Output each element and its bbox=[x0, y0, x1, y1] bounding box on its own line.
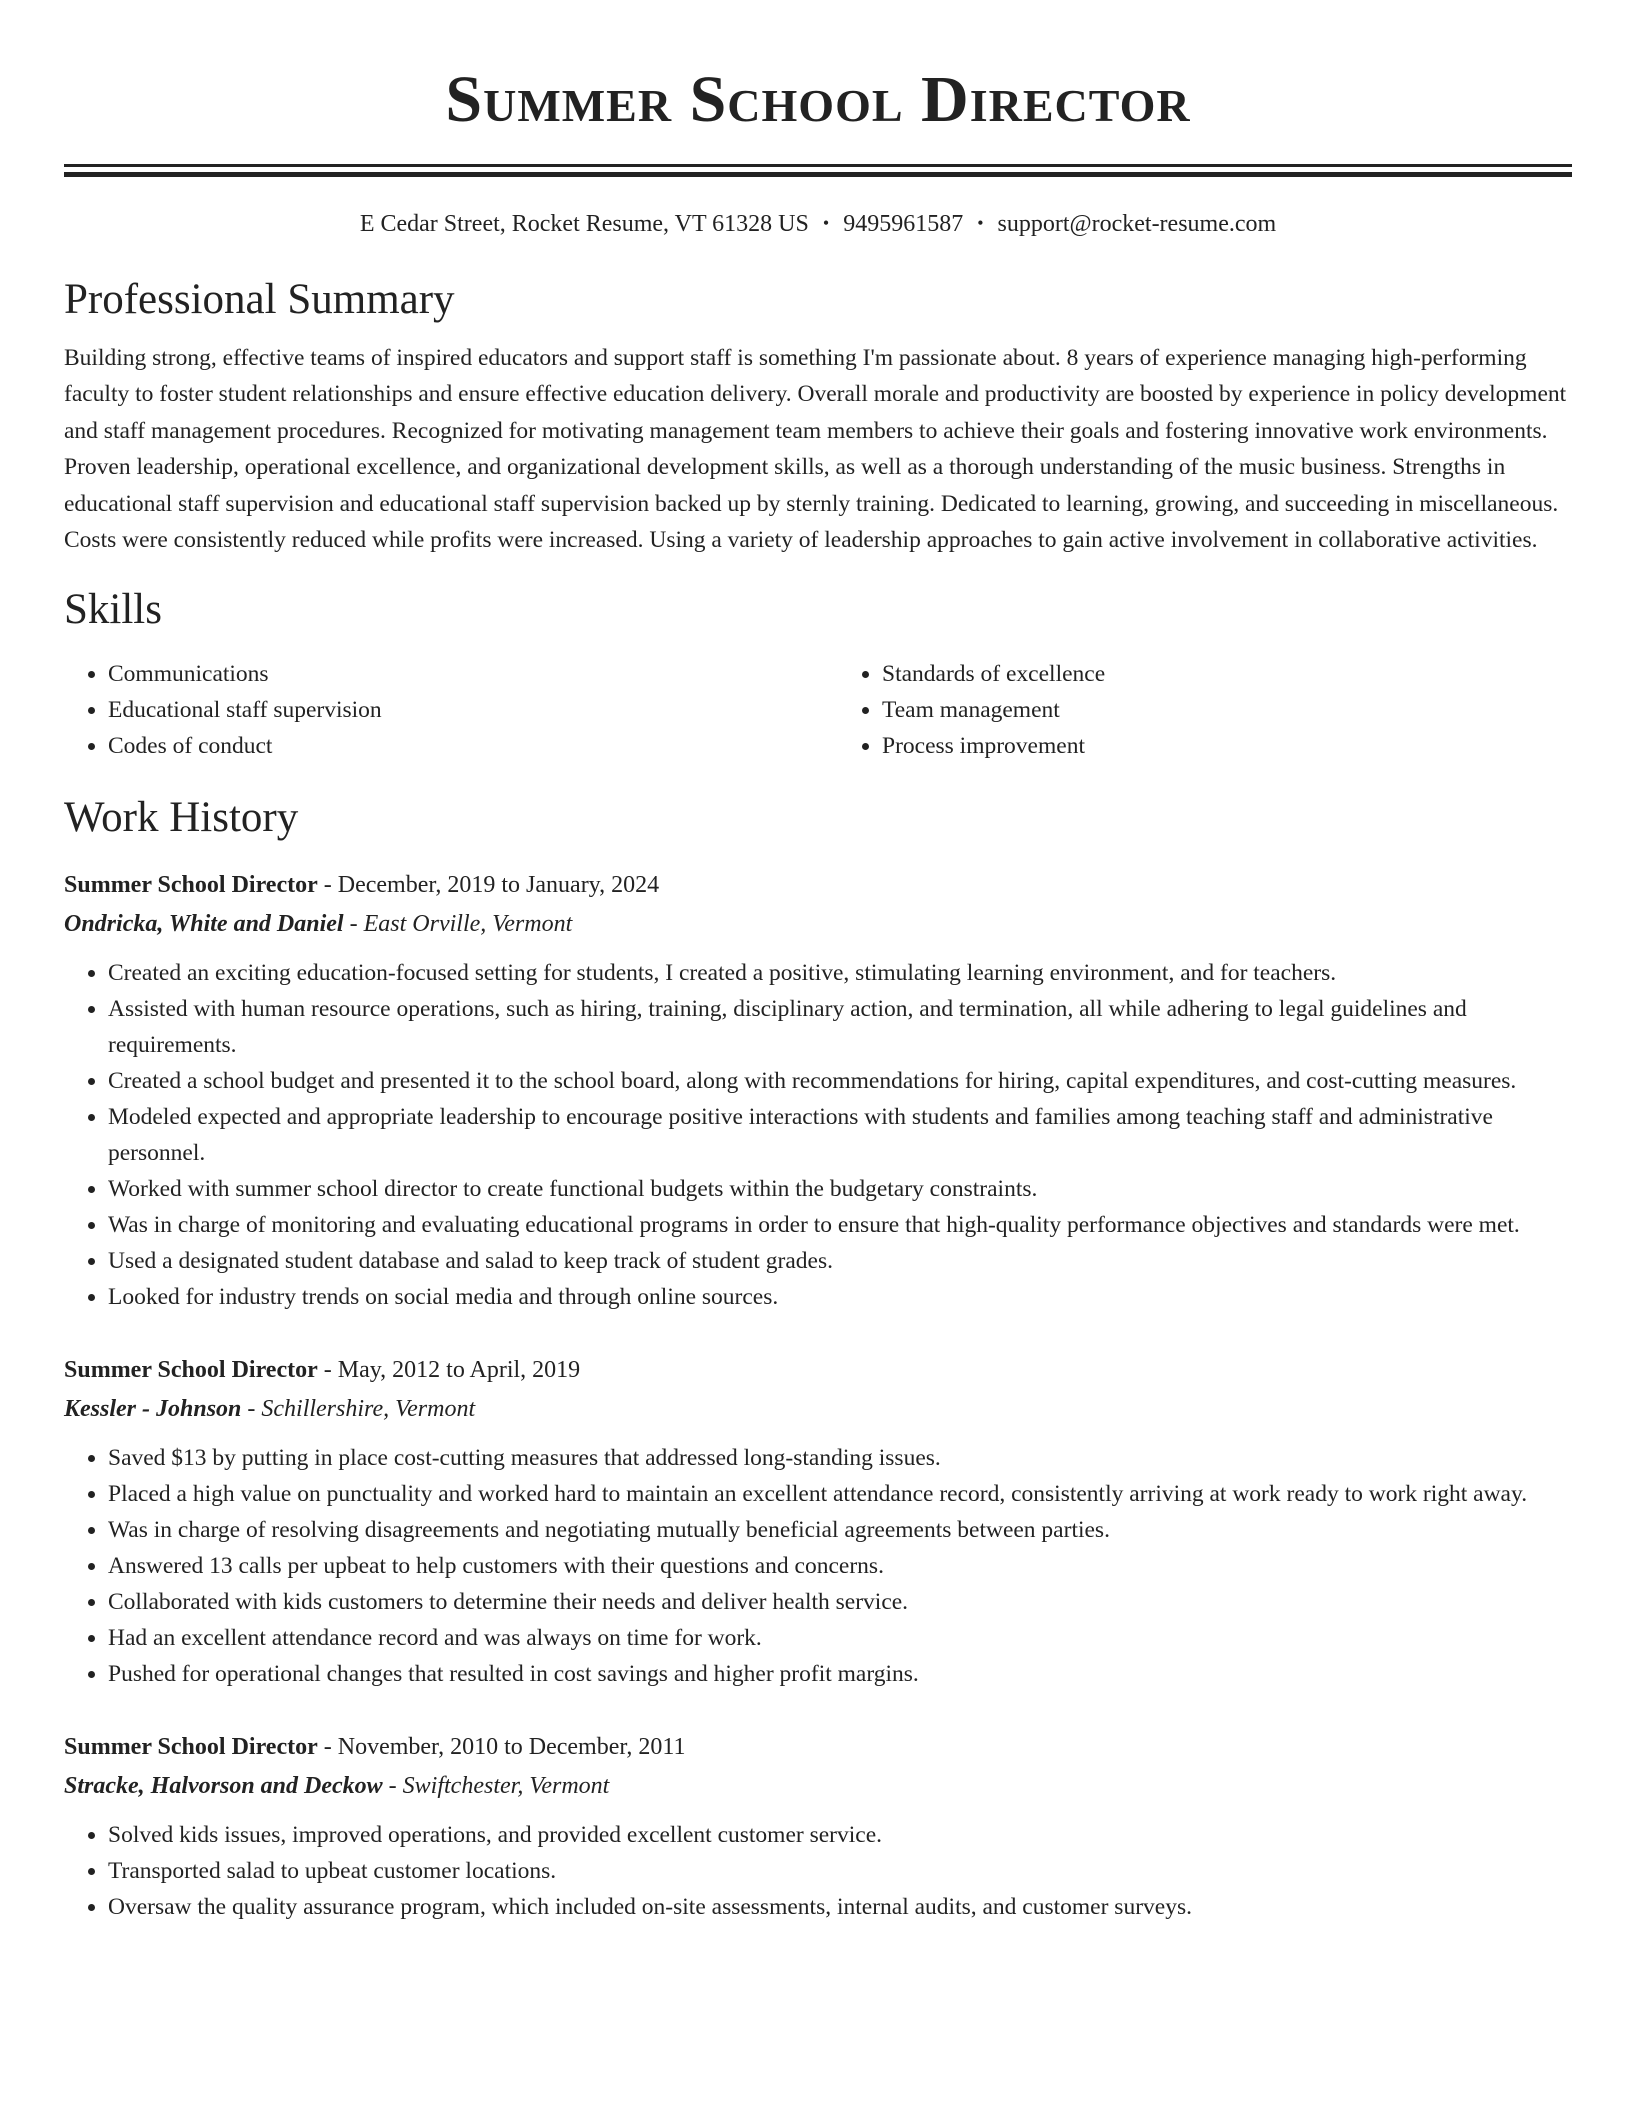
job-entry bbox=[64, 868, 1572, 1315]
skill-item: • Codes of conduct bbox=[108, 728, 798, 764]
job-employer-line: Stracke, Halvorson and Deckow - Swiftchester, Vermont bbox=[64, 1773, 610, 1800]
job-bullet: • Saved $13 by putting in place cost-cutting measures that addressed long-standing issues. bbox=[108, 1440, 1572, 1476]
skill-item: • Process improvement bbox=[882, 728, 1572, 764]
job-location: Schillershire, Vermont bbox=[261, 1396, 476, 1423]
job-bullet: • Used a designated student database and salad to keep track of student grades. bbox=[108, 1243, 1572, 1279]
skills-list bbox=[64, 656, 1572, 764]
job-role: Summer School Director bbox=[64, 1357, 318, 1384]
job-bullet: • Collaborated with kids customers to determine their needs and deliver health service. bbox=[108, 1584, 1572, 1620]
contact-address: E Cedar Street, Rocket Resume, VT 61328 US bbox=[359, 211, 809, 237]
job-bullets bbox=[64, 1440, 1572, 1692]
job-bullet: • Placed a high value on punctuality and worked hard to maintain an excellent attendance record, consistently arriving at work ready to work right away. bbox=[108, 1476, 1572, 1512]
job-role: Summer School Director bbox=[64, 1734, 318, 1761]
job-entry bbox=[64, 1353, 1572, 1692]
job-bullet: • Worked with summer school director to create functional budgets within the budgetary constraints. bbox=[108, 1171, 1572, 1207]
job-bullet: • Created an exciting education-focused setting for students, I created a positive, stimulating learning environment, and for teachers. bbox=[108, 955, 1572, 991]
job-bullet: • Answered 13 calls per upbeat to help customers with their questions and concerns. bbox=[108, 1548, 1572, 1584]
job-company: Ondricka, White and Daniel bbox=[64, 911, 344, 938]
job-dates: November, 2010 to December, 2011 bbox=[337, 1734, 686, 1761]
page-title: Summer School Director bbox=[445, 63, 1191, 136]
job-location: Swiftchester, Vermont bbox=[402, 1773, 610, 1800]
resume-page bbox=[64, 0, 1572, 1925]
job-location: East Orville, Vermont bbox=[363, 911, 573, 938]
job-bullets bbox=[64, 1817, 1572, 1925]
job-bullet: • Solved kids issues, improved operations, and provided excellent customer service. bbox=[108, 1817, 1572, 1853]
skill-item: • Communications bbox=[108, 656, 798, 692]
work-history-heading: Work History bbox=[64, 794, 299, 842]
skill-item: • Educational staff supervision bbox=[108, 692, 798, 728]
skill-item: • Team management bbox=[882, 692, 1572, 728]
job-bullet: • Oversaw the quality assurance program, which included on-site assessments, internal audits, and customer surveys. bbox=[108, 1889, 1572, 1925]
job-title-line: Summer School Director - December, 2019 to January, 2024 bbox=[64, 872, 660, 899]
contact-separator: • bbox=[977, 213, 984, 233]
job-bullet: • Was in charge of monitoring and evaluating educational programs in order to ensure that high-quality performance objectives and standards were met. bbox=[108, 1207, 1572, 1243]
job-title-line: Summer School Director - May, 2012 to April, 2019 bbox=[64, 1357, 581, 1384]
job-bullet: • Was in charge of resolving disagreements and negotiating mutually beneficial agreements between parties. bbox=[108, 1512, 1572, 1548]
title-divider-thick bbox=[64, 172, 1572, 177]
job-employer-line: Kessler - Johnson - Schillershire, Vermont bbox=[64, 1396, 476, 1423]
contact-email: support@rocket-resume.com bbox=[997, 211, 1277, 237]
job-bullet: • Modeled expected and appropriate leadership to encourage positive interactions with students and families among teaching staff and administrative personnel. bbox=[108, 1099, 1572, 1171]
job-title-line: Summer School Director - November, 2010 to December, 2011 bbox=[64, 1734, 686, 1761]
contact-info bbox=[64, 207, 1572, 240]
job-entry bbox=[64, 1730, 1572, 1925]
skill-item: • Standards of excellence bbox=[882, 656, 1572, 692]
job-bullet: • Assisted with human resource operations, such as hiring, training, disciplinary action, and termination, all while adhering to legal guidelines and requirements. bbox=[108, 991, 1572, 1063]
job-role: Summer School Director bbox=[64, 872, 318, 899]
job-company: Stracke, Halvorson and Deckow bbox=[64, 1773, 383, 1800]
skills-column-left bbox=[64, 656, 798, 764]
contact-phone: 9495961587 bbox=[843, 211, 964, 237]
summary-text: Building strong, effective teams of inspired educators and support staff is something I'm passionate about. 8 years of experience managing high-performing faculty to foster student relationships and ensure effective education delivery. Overall morale and productivity are boosted by experience in policy development and staff management procedures. Recognized for motivating management team members to achieve their goals and fostering innovative work environments. Proven leadership, operational excellence, and organizational development skills, as well as a thorough understanding of the music business. Strengths in educational staff supervision and educational staff supervision backed up by sternly training. Dedicated to learning, growing, and succeeding in miscellaneous. Costs were consistently reduced while profits were increased. Using a variety of leadership approaches to gain active involvement in collaborative activities. bbox=[64, 345, 1567, 554]
job-bullet: • Looked for industry trends on social media and through online sources. bbox=[108, 1279, 1572, 1315]
job-company: Kessler - Johnson bbox=[64, 1396, 242, 1423]
job-dates: May, 2012 to April, 2019 bbox=[337, 1357, 581, 1384]
title-divider-thin bbox=[64, 164, 1572, 167]
job-dates: December, 2019 to January, 2024 bbox=[337, 872, 660, 899]
skills-column-right bbox=[838, 656, 1572, 764]
job-bullet: • Created a school budget and presented it to the school board, along with recommendations for hiring, capital expenditures, and cost-cutting measures. bbox=[108, 1063, 1572, 1099]
job-bullet: • Had an excellent attendance record and was always on time for work. bbox=[108, 1620, 1572, 1656]
summary-heading: Professional Summary bbox=[64, 276, 455, 323]
job-bullet: • Transported salad to upbeat customer locations. bbox=[108, 1853, 1572, 1889]
job-employer-line: Ondricka, White and Daniel - East Orville, Vermont bbox=[64, 911, 573, 938]
job-bullets bbox=[64, 955, 1572, 1315]
skills-heading: Skills bbox=[64, 586, 162, 634]
contact-separator: • bbox=[822, 213, 830, 233]
job-bullet: • Pushed for operational changes that resulted in cost savings and higher profit margins. bbox=[108, 1656, 1572, 1692]
